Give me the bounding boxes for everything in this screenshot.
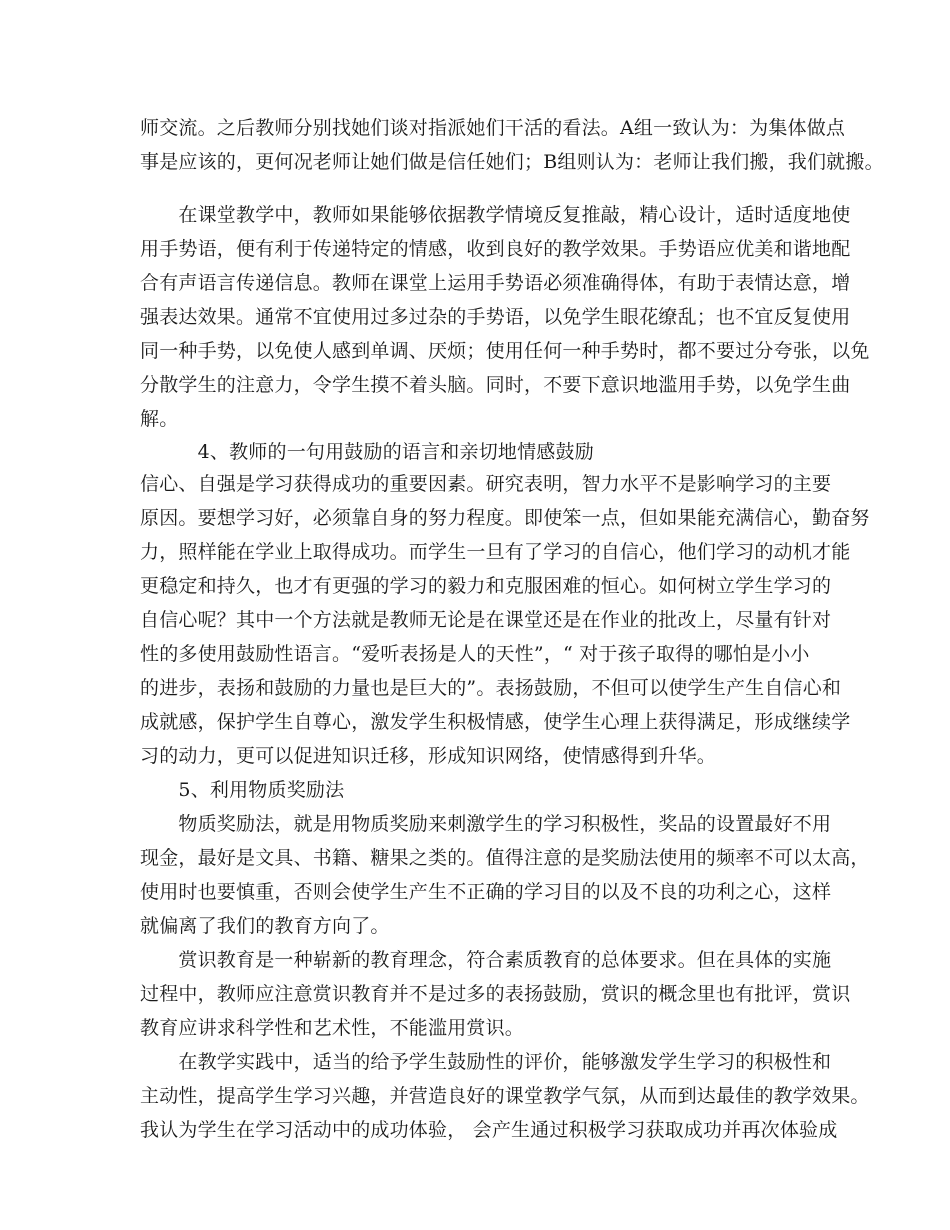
section-heading: 4、教师的一句用鼓励的语言和亲切地情感鼓励 <box>140 441 594 463</box>
text-line: 使用时也要慎重，否则会使学生产生不正确的学习目的以及不良的功利之心，这样 <box>140 881 832 903</box>
text-line: 力，照样能在学业上取得成功。而学生一旦有了学习的自信心，他们学习的动机才能 <box>140 541 851 563</box>
text-line: 教育应讲求科学性和艺术性，不能滥用赏识。 <box>140 1017 525 1039</box>
text-line: 合有声语言传递信息。教师在课堂上运用手势语必须准确得体，有助于表情达意，增 <box>140 272 851 294</box>
text-line: 现金，最好是文具、书籍、糖果之类的。值得注意的是奖励法使用的频率不可以太高， <box>140 847 870 869</box>
section-heading: 5、利用物质奖励法 <box>140 779 345 801</box>
text-line: 我认为学生在学习活动中的成功体验， 会产生通过积极学习获取成功并再次体验成 <box>140 1119 838 1141</box>
text-line: 信心、自强是学习获得成功的重要因素。研究表明，智力水平不是影响学习的主要 <box>140 473 832 495</box>
text-line: 赏识教育是一种崭新的教育理念，符合素质教育的总体要求。但在具体的实施 <box>140 949 832 971</box>
text-line: 成就感，保护学生自尊心，激发学生积极情感，使学生心理上获得满足，形成继续学 <box>140 711 851 733</box>
text-line: 习的动力，更可以促进知识迁移，形成知识网络，使情感得到升华。 <box>140 745 717 767</box>
text-line: 同一种手势，以免使人感到单调、厌烦；使用任何一种手势时，都不要过分夸张，以免 <box>140 340 870 362</box>
text-line: 过程中，教师应注意赏识教育并不是过多的表扬鼓励，赏识的概念里也有批评，赏识 <box>140 983 851 1005</box>
text-line: 事是应该的，更何况老师让她们做是信任她们；B组则认为：老师让我们搬，我们就搬。 <box>140 151 884 173</box>
text-line: 主动性，提高学生学习兴趣，并营造良好的课堂教学气氛，从而到达最佳的教学效果。 <box>140 1085 870 1107</box>
text-line: 物质奖励法，就是用物质奖励来刺激学生的学习积极性，奖品的设置最好不用 <box>140 813 832 835</box>
text-line: 的进步，表扬和鼓励的力量也是巨大的”。表扬鼓励，不但可以使学生产生自信心和 <box>140 677 842 699</box>
text-line: 用手势语，便有利于传递特定的情感，收到良好的教学效果。手势语应优美和谐地配 <box>140 238 851 260</box>
text-line: 分散学生的注意力，令学生摸不着头脑。同时，不要下意识地滥用手势，以免学生曲 <box>140 374 851 396</box>
text-line: 原因。要想学习好，必须靠自身的努力程度。即使笨一点，但如果能充满信心，勤奋努 <box>140 507 870 529</box>
text-line: 强表达效果。通常不宜使用过多过杂的手势语，以免学生眼花缭乱；也不宜反复使用 <box>140 306 851 328</box>
text-line: 在教学实践中，适当的给予学生鼓励性的评价，能够激发学生学习的积极性和 <box>140 1051 832 1073</box>
text-line: 师交流。之后教师分别找她们谈对指派她们干活的看法。A组一致认为：为集体做点 <box>140 117 846 139</box>
text-line: 更稳定和持久，也才有更强的学习的毅力和克服困难的恒心。如何树立学生学习的 <box>140 575 832 597</box>
text-line: 在课堂教学中，教师如果能够依据教学情境反复推敲，精心设计，适时适度地使 <box>140 204 851 226</box>
text-line: 就偏离了我们的教育方向了。 <box>140 915 390 937</box>
text-line: 解。 <box>140 408 179 430</box>
text-line: 自信心呢？其中一个方法就是教师无论是在课堂还是在作业的批改上，尽量有针对 <box>140 609 832 631</box>
text-line: 性的多使用鼓励性语言。“爱听表扬是人的天性”，“ 对于孩子取得的哪怕是小小 <box>140 643 810 665</box>
